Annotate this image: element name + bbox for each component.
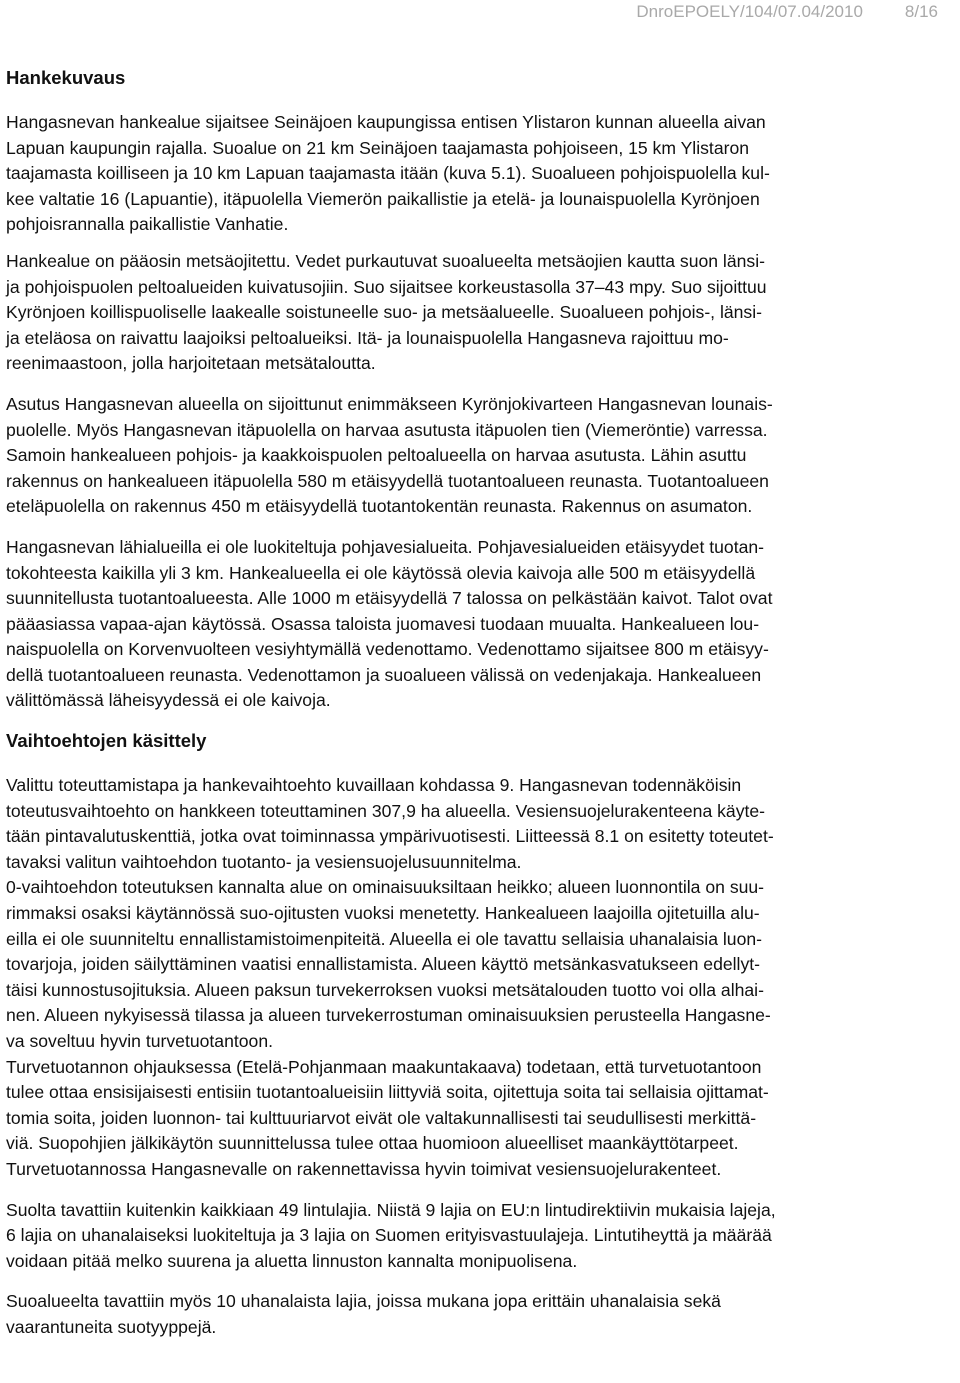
text-line: pohjoisrannalla paikallistie Vanhatie. bbox=[6, 214, 289, 235]
text-line: tään pintavalutuskenttiä, jotka ovat toiminnassa ympärivuotisesti. Liitteessä 8.1 on esitetty toteutet- bbox=[6, 826, 774, 847]
document-number: DnroEPOELY/104/07.04/2010 bbox=[636, 2, 863, 21]
text-line: tomia soita, joiden luonnon- tai kulttuuriarvot eivät ole valtakunnallisesti tai seudullisesti merkittä- bbox=[6, 1107, 757, 1128]
paragraph-location bbox=[6, 110, 954, 238]
text-line: Hangasnevan hankealue sijaitsee Seinäjoen kaupungissa entisen Ylistaron kunnan alueella aivan bbox=[6, 112, 766, 132]
text-line: toteutusvaihtoehto on hankkeen toteuttaminen 307,9 ha alueella. Vesiensuojelurakenteena käyte- bbox=[6, 800, 766, 821]
text-line: voidaan pitää melko suurena ja aluetta linnuston kannalta monipuolisena. bbox=[6, 1250, 578, 1271]
text-line: 6 lajia on uhanalaiseksi luokiteltuja ja 3 lajia on Suomen erityisvastuulajeja. Lintutiheyttä ja määrää bbox=[6, 1225, 772, 1246]
text-line: vaarantuneita suotyyppejä. bbox=[6, 1316, 217, 1337]
text-line: Suoalueelta tavattiin myös 10 uhanalaista lajia, joissa mukana jopa erittäin uhanalaisia sekä bbox=[6, 1291, 721, 1312]
section-heading-hankekuvaus: Hankekuvaus bbox=[6, 67, 126, 88]
text-line: eteläpuolella on rakennus 450 m etäisyydellä tuotantokentän reunasta. Rakennus on asumaton. bbox=[6, 496, 753, 517]
paragraph-drainage bbox=[6, 249, 954, 377]
text-line: ja eteläosa on raivattu laajoiksi peltoalueiksi. Itä- ja lounaispuolella Hangasneva rajoittuu mo- bbox=[6, 327, 729, 348]
text-line: rimmaksi osaksi käytännössä suo-ojitusten vuoksi menetetty. Hankealueen laajoilla ojitetuilla alu- bbox=[6, 903, 760, 924]
page-number: 8/16 bbox=[904, 2, 938, 21]
text-line: välittömässä läheisyydessä ei ole kaivoja. bbox=[6, 690, 331, 711]
paragraph-mire-types bbox=[6, 1289, 954, 1340]
paragraph-settlement bbox=[6, 392, 954, 520]
paragraph-spacer bbox=[6, 1183, 954, 1198]
text-line: tokohteesta kaikilla yli 3 km. Hankealueella ei ole käytössä olevia kaivoja alle 500 m etäisyydellä bbox=[6, 562, 756, 583]
text-line: tavaksi valitun vaihtoehdon tuotanto- ja vesiensuojelusuunnitelma. bbox=[6, 851, 522, 872]
text-line: Turvetuotannon ohjauksessa (Etelä-Pohjanmaan maakuntakaava) todetaan, että turvetuotantoon bbox=[6, 1056, 762, 1077]
text-line: nen. Alueen nykyisessä tilassa ja alueen turvekerrostuman ominaisuuksien perusteella Hangasne- bbox=[6, 1005, 771, 1026]
text-line: täisi kunnostusojituksia. Alueen paksun turvekerroksen vuoksi metsätalouden tuotto voi olla alhai- bbox=[6, 979, 764, 1000]
text-line: Kyrönjoen koillispuoliselle laakealle soistuneelle suo- ja metsäalueelle. Suoalueen pohjois-, länsi- bbox=[6, 302, 762, 323]
text-line: pääasiassa vapaa-ajan käytössä. Osassa taloista juomavesi tuodaan muualta. Hankealueen lou- bbox=[6, 613, 760, 634]
text-line: ja pohjoispuolen peltoalueiden kuivatusojiin. Suo sijaitsee korkeustasolla 37–43 mpy. Suo sijoittuu bbox=[6, 276, 767, 297]
text-line: taajamasta koilliseen ja 10 km Lapuan taajamasta itään (kuva 5.1). Suoalueen pohjoispuolella kul- bbox=[6, 163, 770, 184]
text-line: Lapuan kaupungin rajalla. Suoalue on 21 km Seinäjoen taajamasta pohjoiseen, 15 km Ylistaron bbox=[6, 137, 750, 158]
text-line: Asutus Hangasnevan alueella on sijoittunut enimmäkseen Kyrönjokivarteen Hangasnevan lounais- bbox=[6, 393, 773, 414]
text-line: tulee ottaa ensisijaisesti entisiin tuotantoalueisiin liittyviä soita, ojitettuja soita tai sellaisia ojittamat- bbox=[6, 1082, 769, 1103]
text-line: puolelle. Myös Hangasnevan itäpuolella on harvaa asutusta itäpuolen tien (Viemeröntie) varressa. bbox=[6, 419, 768, 440]
text-line: viä. Suopohjien jälkikäytön suunnittelussa tulee ottaa huomioon alueelliset maankäyttötarpeet. bbox=[6, 1133, 739, 1154]
text-line: Turvetuotannossa Hangasnevalle on rakennettavissa hyvin toimivat vesiensuojelurakenteet. bbox=[6, 1158, 722, 1179]
text-line: suunnitellusta tuotantoalueesta. Alle 1000 m etäisyydellä 7 talossa on pelkästään kaivot. Talot ovat bbox=[6, 588, 773, 609]
text-line: dellä tuotantoalueen reunasta. Vedenottamon ja suoalueen välissä on vedenjakaja. Hankealueen bbox=[6, 664, 762, 685]
paragraph-alternatives bbox=[6, 773, 954, 1183]
text-line: rakennus on hankealueen itäpuolella 580 m etäisyydellä tuotantoalueen reunasta. Tuotantoalueen bbox=[6, 470, 769, 491]
paragraph-groundwater bbox=[6, 535, 954, 714]
text-line: kee valtatie 16 (Lapuantie), itäpuolella Viemerön paikallistie ja etelä- ja lounaispuolella Kyrönjoen bbox=[6, 188, 760, 209]
text-line: Samoin hankealueen pohjois- ja kaakkoispuolen peltoalueella on harvaa asutusta. Lähin asuttu bbox=[6, 445, 747, 466]
section-heading-vaihtoehtojen-kasittely: Vaihtoehtojen käsittely bbox=[6, 730, 207, 752]
text-line: va soveltuu hyvin turvetuotantoon. bbox=[6, 1031, 274, 1051]
text-line: reenimaastoon, jolla harjoitetaan metsätaloutta. bbox=[6, 353, 376, 374]
text-line: Suolta tavattiin kuitenkin kaikkiaan 49 lintulajia. Niistä 9 lajia on EU:n lintudirektiivin mukaisia lajeja, bbox=[6, 1199, 776, 1220]
page-header bbox=[636, 0, 938, 24]
text-line: Valittu toteuttamistapa ja hankevaihtoehto kuvaillaan kohdassa 9. Hangasnevan todennäköisin bbox=[6, 775, 742, 796]
text-line: Hankealue on pääosin metsäojitettu. Vedet purkautuvat suoalueelta metsäojien kautta suon länsi- bbox=[6, 250, 765, 271]
document-body bbox=[6, 64, 954, 1341]
text-line: 0-vaihtoehdon toteutuksen kannalta alue on ominaisuuksiltaan heikko; alueen luonnontila on suu- bbox=[6, 877, 765, 898]
paragraph-birds bbox=[6, 1198, 954, 1275]
text-line: naispuolella on Korvenvuolteen vesiyhtymällä vedenottamo. Vedenottamo sijaitsee 800 m etäisyy- bbox=[6, 639, 769, 660]
text-line: tovarjoja, joiden säilyttäminen vaatisi ennallistamista. Alueen käyttö metsänkasvatukseen edellyt- bbox=[6, 954, 760, 975]
text-line: eilla ei ole suunniteltu ennallistamistoimenpiteitä. Alueella ei ole tavattu sellaisia uhanalaisia luon- bbox=[6, 928, 763, 949]
text-line: Hangasnevan lähialueilla ei ole luokiteltuja pohjavesialueita. Pohjavesialueiden etäisyydet tuotan- bbox=[6, 536, 765, 557]
